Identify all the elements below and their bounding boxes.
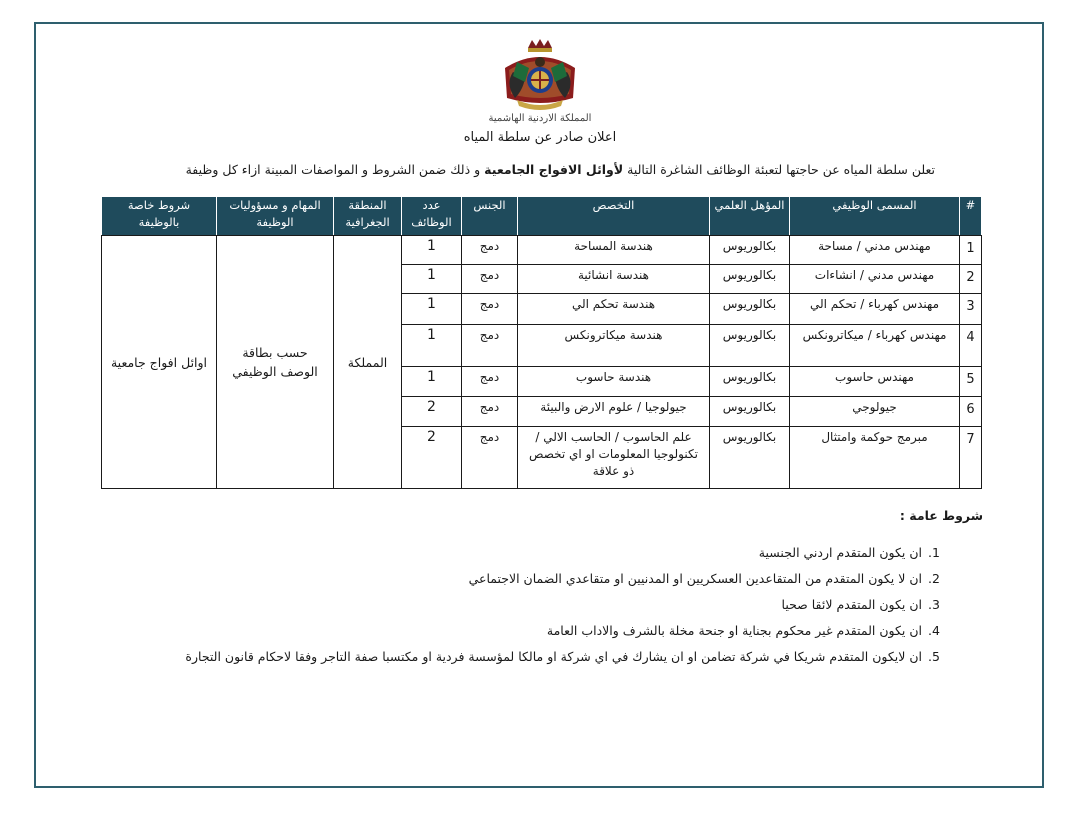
row-qualification: بكالوريوس [710, 367, 790, 397]
row-num: 6 [960, 397, 982, 427]
row-gender: دمج [462, 236, 518, 265]
row-specialization: هندسة المساحة [518, 236, 710, 265]
list-item [120, 592, 960, 618]
row-specialization: علم الحاسوب / الحاسب الالي / تكنولوجيا المعلومات او اي تخصص ذو علاقة [518, 427, 710, 489]
header-specialization: التخصص [518, 197, 710, 236]
row-title: مهندس مدني / انشاءات [790, 265, 960, 294]
row-gender: دمج [462, 397, 518, 427]
row-specialization: جيولوجيا / علوم الارض والبيئة [518, 397, 710, 427]
row-title: مهندس كهرباء / ميكاترونكس [790, 325, 960, 367]
list-item [120, 618, 960, 644]
row-count: 1 [402, 325, 462, 367]
list-item [120, 644, 960, 670]
row-count: 2 [402, 427, 462, 489]
merged-region: المملكة [334, 236, 402, 489]
row-num: 2 [960, 265, 982, 294]
table-row [102, 236, 982, 265]
general-conditions-list [120, 540, 960, 670]
item-index: .5 [928, 649, 940, 664]
list-item [120, 540, 960, 566]
row-count: 1 [402, 236, 462, 265]
row-qualification: بكالوريوس [710, 325, 790, 367]
row-gender: دمج [462, 367, 518, 397]
row-qualification: بكالوريوس [710, 294, 790, 325]
row-gender: دمج [462, 427, 518, 489]
row-num: 4 [960, 325, 982, 367]
item-index: .3 [928, 597, 940, 612]
merged-duties: حسب بطاقة الوصف الوظيفي [217, 236, 334, 489]
item-index: .1 [928, 545, 940, 560]
row-title: مهندس حاسوب [790, 367, 960, 397]
intro-before: تعلن سلطة المياه عن حاجتها لتعبئة الوظائف الشاغرة التالية [623, 162, 935, 177]
item-index: .4 [928, 623, 940, 638]
row-gender: دمج [462, 294, 518, 325]
header-num: # [960, 197, 982, 236]
row-title: مبرمج حوكمة وامتثال [790, 427, 960, 489]
row-num: 7 [960, 427, 982, 489]
header-region: المنطقة الجغرافية [334, 197, 402, 236]
item-text: ان يكون المتقدم غير محكوم بجناية او جنحة مخلة بالشرف والاداب العامة [546, 623, 922, 638]
row-specialization: هندسة حاسوب [518, 367, 710, 397]
row-count: 1 [402, 265, 462, 294]
row-gender: دمج [462, 325, 518, 367]
row-qualification: بكالوريوس [710, 236, 790, 265]
header-qualification: المؤهل العلمي [710, 197, 790, 236]
header-count: عدد الوظائف [402, 197, 462, 236]
row-gender: دمج [462, 265, 518, 294]
item-text: ان يكون المتقدم لائقا صحيا [781, 597, 922, 612]
item-text: ان لا يكون المتقدم من المتقاعدين العسكريين او المدنيين او متقاعدي الضمان الاجتماعي [468, 571, 922, 586]
coat-of-arms-icon [495, 38, 585, 112]
row-qualification: بكالوريوس [710, 265, 790, 294]
intro-bold: لأوائل الافواج الجامعية [484, 162, 624, 177]
row-title: جيولوجي [790, 397, 960, 427]
header-title: المسمى الوظيفي [790, 197, 960, 236]
ministry-line: المملكة الاردنية الهاشمية [488, 113, 592, 124]
row-num: 1 [960, 236, 982, 265]
row-specialization: هندسة ميكاترونكس [518, 325, 710, 367]
jobs-table [101, 196, 982, 489]
header-gender: الجنس [462, 197, 518, 236]
announcement-title: اعلان صادر عن سلطة المياه [463, 130, 617, 145]
row-specialization: هندسة تحكم الي [518, 294, 710, 325]
table-header-row [102, 197, 982, 236]
row-count: 1 [402, 294, 462, 325]
list-item [120, 566, 960, 592]
row-count: 2 [402, 397, 462, 427]
row-num: 5 [960, 367, 982, 397]
row-qualification: بكالوريوس [710, 397, 790, 427]
row-num: 3 [960, 294, 982, 325]
item-text: ان يكون المتقدم اردني الجنسية [758, 545, 922, 560]
item-text: ان لايكون المتقدم شريكا في شركة تضامن او ان يشارك في اي شركة او مالكا لمؤسسة فردية او مكتسبا صفة التاجر وفقا لاحكام قانون التجارة [185, 649, 922, 664]
merged-special: اوائل افواج جامعية [102, 236, 217, 489]
header-special: شروط خاصة بالوظيفة [102, 197, 217, 236]
row-qualification: بكالوريوس [710, 427, 790, 489]
item-index: .2 [928, 571, 940, 586]
row-specialization: هندسة انشائية [518, 265, 710, 294]
intro-paragraph [120, 162, 935, 177]
row-title: مهندس مدني / مساحة [790, 236, 960, 265]
intro-after: و ذلك ضمن الشروط و المواصفات المبينة ازاء كل وظيفة [185, 162, 485, 177]
row-title: مهندس كهرباء / تحكم الي [790, 294, 960, 325]
row-count: 1 [402, 367, 462, 397]
header-duties: المهام و مسؤوليات الوظيفة [217, 197, 334, 236]
general-conditions-heading: شروط عامة : [899, 508, 983, 523]
